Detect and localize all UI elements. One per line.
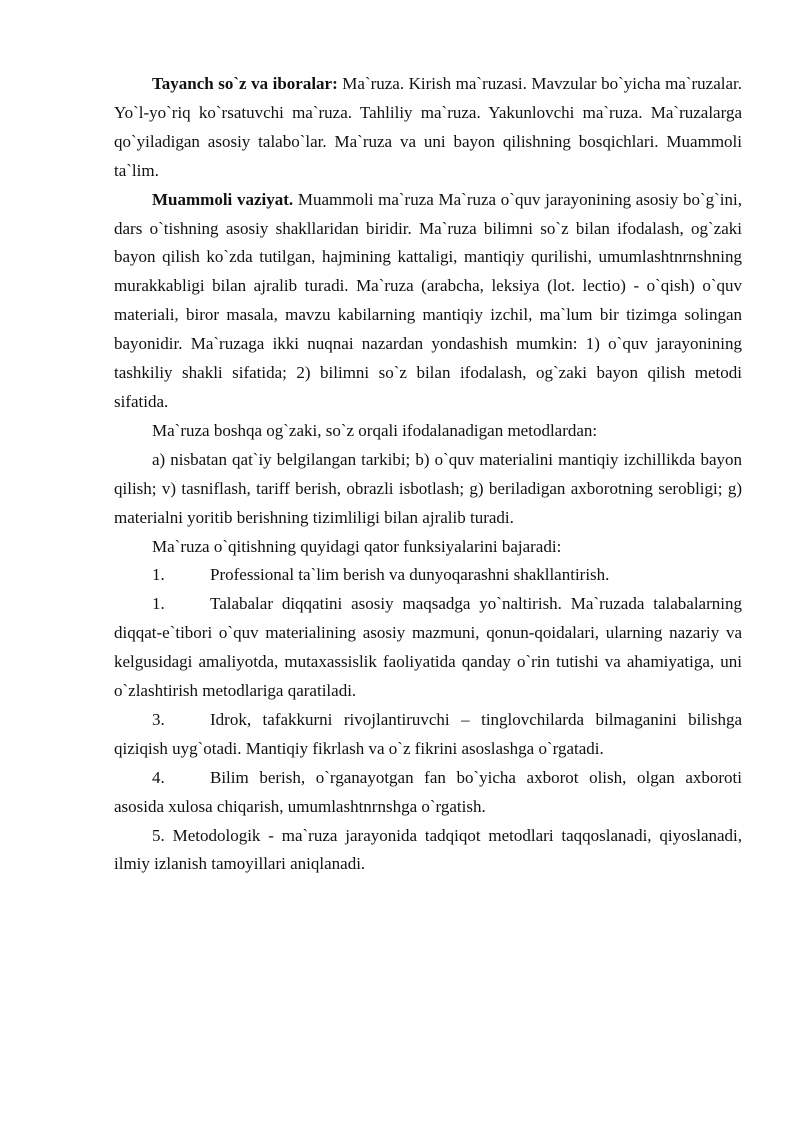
functions-intro-paragraph: Ma`ruza o`qitishning quyidagi qator funksiyalarini bajaradi: — [152, 536, 562, 556]
list-item-number: 5. — [152, 825, 165, 845]
list-item — [114, 764, 742, 822]
problem-situation-heading: Muammoli vaziyat. — [152, 189, 294, 209]
document-page — [114, 70, 742, 879]
list-item — [114, 822, 742, 880]
list-item-number: 4. — [152, 767, 165, 787]
list-item-text: Professional ta`lim berish va dunyoqarashni shakllantirish. — [210, 565, 610, 585]
keywords-paragraph — [114, 70, 742, 186]
methods-intro-paragraph: Ma`ruza boshqa og`zaki, so`z orqali ifodalanadigan metodlardan: — [152, 420, 598, 440]
list-item — [114, 561, 742, 590]
list-item-number: 1. — [152, 594, 165, 614]
methods-list-paragraph: a) nisbatan qat`iy belgilangan tarkibi; b) o`quv materialini mantiqiy izchillikda bayon qilish; v) tasniflash, tariff berish, obrazli isbotlash; g) beriladigan axborotning serobligi; g) materialni yoritib berishning tizimliligi bilan ajralib turadi. — [114, 449, 742, 527]
list-item-text: Bilim berish, o`rganayotgan fan bo`yicha axborot olish, olgan axboroti asosida xulosa chiqarish, umumlashtnrnshga o`rgatish. — [114, 767, 742, 816]
list-item — [114, 590, 742, 706]
problem-situation-text: Muammoli ma`ruza Ma`ruza o`quv jarayonining asosiy bo`g`ini, dars o`tishning asosiy shakllaridan biridir. Ma`ruza bilimni so`z bilan ifodalash, og`zaki bayon qilish ko`zda tutilgan, hajmining kattaligi, mantiqiy qurilishi, umumlashtnrnshning murakkabligi bilan ajralib turadi. Ma`ruza (arabcha, leksiya (lot. lectio) - o`qish) o`quv materiali, biror masala, mavzu kabilarning mantiqiy izchil, ma`lum bir tizimga solingan bayonidir. Ma`ruzaga ikki nuqnai nazardan yondashish mumkin: 1) o`quv jarayonining tashkiliy shakli sifatida; 2) bilimni so`z bilan ifodalash, og`zaki bayon qilish metodi sifatida. — [114, 189, 742, 411]
list-item-number: 3. — [152, 709, 165, 729]
keywords-text: Ma`ruza. Kirish ma`ruzasi. Mavzular bo`yicha ma`ruzalar. Yo`l-yo`riq ko`rsatuvchi ma`ruza. Tahliliy ma`ruza. Yakunlovchi ma`ruza. Ma`ruzalarga qo`yiladigan asosiy talabo`lar. Ma`ruza va uni bayon qilishning bosqichlari. Muammoli ta`lim. — [114, 74, 742, 180]
list-item-number: 1. — [152, 565, 165, 585]
list-item-text: Talabalar diqqatini asosiy maqsadga yo`naltirish. Ma`ruzada talabalarning diqqat-e`tibori o`quv materialining asosiy mazmuni, qonun-qoidalari, ularning nazariy va kelgusidagi amaliyotda, mutaxassislik faoliyatida qanday o`rin tutishi va ahamiyatiga, uni o`zlashtirish metodlariga qaratiladi. — [114, 594, 742, 701]
list-item-text: Metodologik - ma`ruza jarayonida tadqiqot metodlari taqqoslanadi, qiyoslanadi, ilmiy izlanish tamoyillari aniqlanadi. — [114, 825, 743, 874]
problem-situation-paragraph — [114, 186, 742, 417]
list-item — [114, 706, 742, 764]
keywords-heading: Tayanch so`z va iboralar: — [152, 74, 338, 93]
list-item-text: Idrok, tafakkurni rivojlantiruvchi – tinglovchilarda bilmaganini bilishga qiziqish uyg`otadi. Mantiqiy fikrlash va o`z fikrini asoslashga o`rgatadi. — [114, 709, 742, 758]
